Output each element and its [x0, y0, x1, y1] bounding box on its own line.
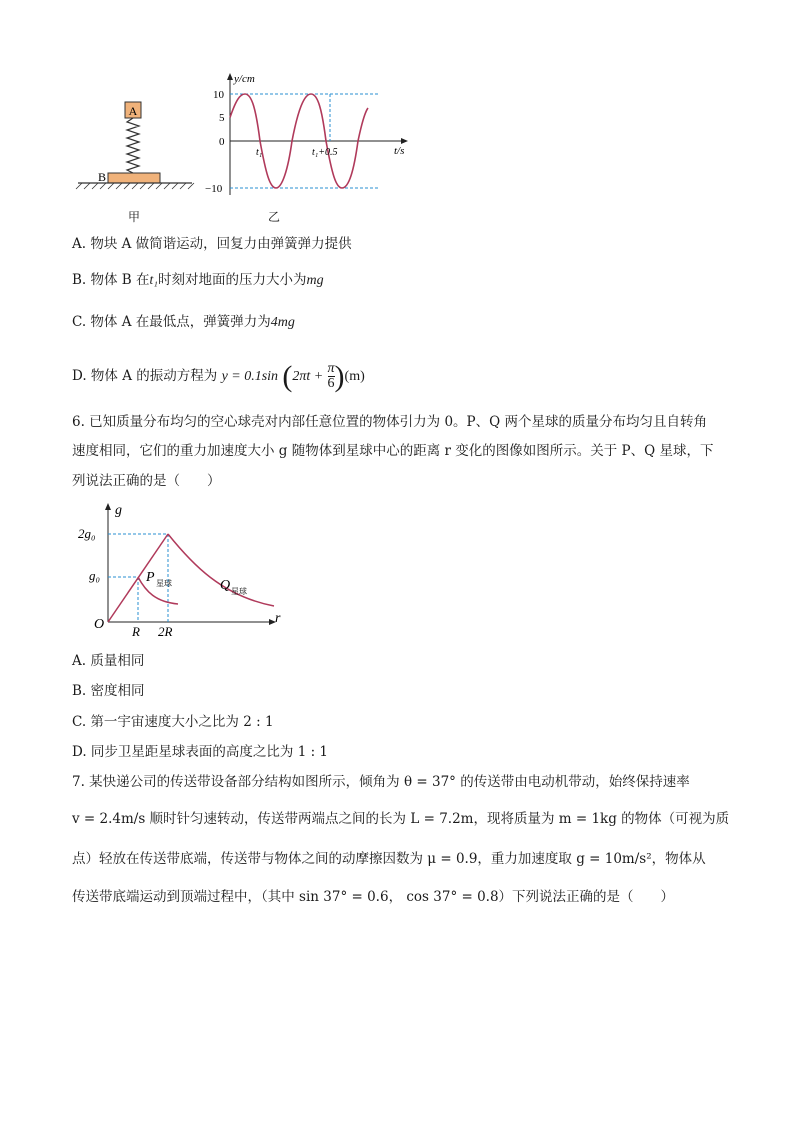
q-sub: 星球 — [231, 587, 247, 596]
q5-d-inner: 2πt + — [292, 369, 324, 384]
q6-line-2: 速度相同，它们的重力加速度大小 g 随物体到星球中心的距离 r 变化的图像如图所示。关于 P、Q 星球，下 — [72, 443, 714, 459]
block-B — [108, 173, 160, 183]
q5-d-prefix: D. 物体 A 的振动方程为 — [72, 368, 218, 384]
caption-jia: 甲 — [128, 210, 141, 224]
p-sub: 星球 — [156, 579, 172, 588]
q5-option-a: A. 物块 A 做简谐运动，回复力由弹簧弹力提供 — [72, 236, 352, 252]
tick-R: R — [132, 624, 140, 639]
tick-0: 0 — [219, 136, 225, 148]
q-label: Q — [220, 578, 231, 593]
q6-option-c: C. 第一宇宙速度大小之比为 2 : 1 — [72, 714, 274, 730]
q5-option-d: D. 物体 A 的振动方程为 y = 0.1sin (2πt + $\frac{\pi}{6}$ )(m) — [72, 360, 365, 393]
q5-d-fraction — [328, 362, 335, 391]
q5-option-c — [72, 312, 295, 333]
q7-line-4: 传送带底端运动到顶端过程中，（其中 sin 37° = 0.6， cos 37° = 0.8）下列说法正确的是（ ） — [72, 889, 675, 905]
caption-yi: 乙 — [268, 210, 281, 224]
q-curve — [168, 534, 274, 606]
q6-option-a: A. 质量相同 — [72, 653, 145, 669]
q5-b-expr: mg — [306, 273, 324, 288]
tick-10: 10 — [213, 89, 224, 101]
wave-graph — [205, 73, 408, 195]
label-B: B — [98, 170, 107, 184]
label-A: A — [128, 104, 138, 118]
q5-d-lhs: y = 0.1sin — [221, 369, 279, 384]
frac-num: π — [327, 361, 335, 376]
frac-den: 6 — [327, 376, 335, 391]
q6-option-b: B. 密度相同 — [72, 683, 145, 699]
ground-hatch — [76, 183, 194, 189]
q5-c-prefix: C. 物体 A 在最低点，弹簧弹力为 — [72, 314, 271, 330]
q5-d-unit: (m) — [344, 369, 365, 384]
spring — [127, 118, 139, 173]
spring-block-diagram — [76, 102, 194, 189]
q5-c-expr: 4mg — [270, 315, 295, 330]
g-axis-label: g — [115, 503, 122, 518]
q7-line-3: 点）轻放在传送带底端，传送带与物体之间的动摩擦因数为 μ = 0.9，重力加速度取 g = 10m/s²，物体从 — [72, 851, 706, 867]
t1-plus-label: t₁+0.5 — [312, 147, 338, 158]
tick-g0: g₀ — [89, 568, 101, 583]
gravity-graph — [72, 500, 292, 640]
tick-2g0: 2g₀ — [78, 526, 96, 541]
q5-option-b — [72, 270, 324, 291]
t-axis-label: t/s — [394, 145, 405, 157]
q6-line-3: 列说法正确的是（ ） — [72, 473, 221, 489]
q5-b-var: t₁ — [149, 272, 158, 287]
r-axis-label: r — [275, 611, 281, 626]
figure-spring-wave — [70, 70, 420, 230]
q7-line-2: v = 2.4m/s 顺时针匀速转动，传送带两端点之间的长为 L = 7.2m，现将质量为 m = 1kg 的物体（可视为质 — [72, 811, 730, 827]
t1-label: t₁ — [256, 147, 263, 158]
y-axis-label: y/cm — [234, 73, 255, 85]
q5-b-mid: 时刻对地面的压力大小为 — [157, 272, 307, 288]
tick-2R: 2R — [158, 624, 173, 639]
q6-line-1: 6. 已知质量分布均匀的空心球壳对内部任意位置的物体引力为 0。P、Q 两个星球的质量分布均匀且自转角 — [72, 414, 707, 430]
origin-label: O — [94, 617, 105, 632]
tick-neg10: −10 — [205, 183, 223, 195]
q5-b-prefix: B. 物体 B 在 — [72, 272, 150, 288]
tick-5: 5 — [219, 112, 225, 124]
q6-option-d: D. 同步卫星距星球表面的高度之比为 1 : 1 — [72, 744, 329, 760]
p-label: P — [146, 570, 155, 585]
q7-line-1: 7. 某快递公司的传送带设备部分结构如图所示，倾角为 θ = 37° 的传送带由电动机带动，始终保持速率 — [72, 774, 690, 790]
